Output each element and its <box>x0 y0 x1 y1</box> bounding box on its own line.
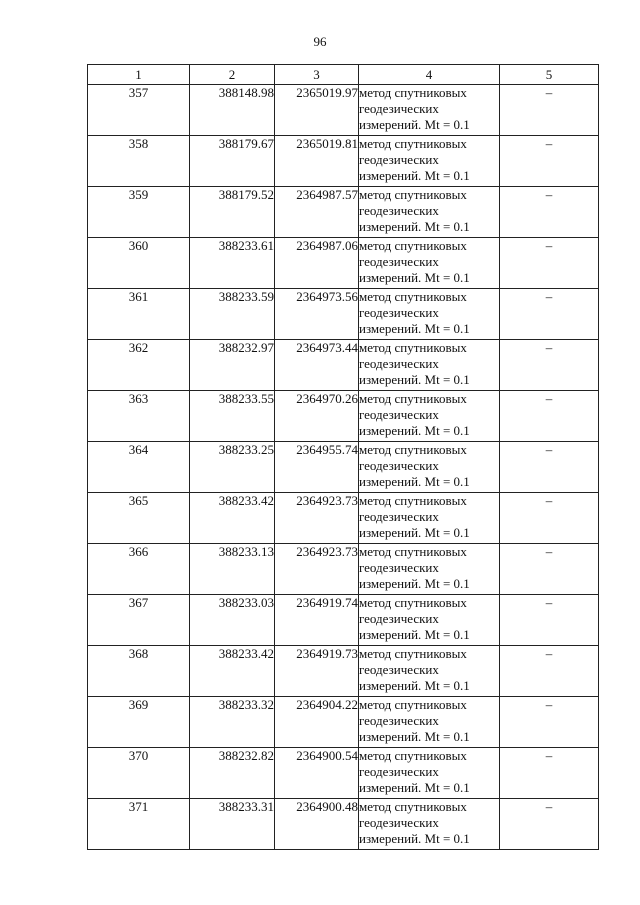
table-body <box>88 85 599 850</box>
table-row <box>88 748 599 799</box>
note-cell: – <box>500 340 599 391</box>
y-coordinate-cell: 2364900.54 <box>275 748 359 799</box>
method-text-line-1: метод спутниковых <box>359 85 467 100</box>
table-row <box>88 544 599 595</box>
method-text-line-2: геодезических <box>359 152 439 167</box>
method-text-line-2: геодезических <box>359 407 439 422</box>
y-coordinate-cell: 2364987.06 <box>275 238 359 289</box>
table-row <box>88 85 599 136</box>
method-text-line-1: метод спутниковых <box>359 136 467 151</box>
note-cell: – <box>500 595 599 646</box>
table-row <box>88 799 599 850</box>
y-coordinate-cell: 2364919.74 <box>275 595 359 646</box>
y-coordinate-cell: 2364904.22 <box>275 697 359 748</box>
method-text-line-3: измерений. Mt = 0.1 <box>359 372 470 387</box>
table-row <box>88 595 599 646</box>
note-cell: – <box>500 136 599 187</box>
x-coordinate-cell: 388179.67 <box>190 136 275 187</box>
method-cell <box>359 646 500 697</box>
x-coordinate-cell: 388233.55 <box>190 391 275 442</box>
method-text-line-1: метод спутниковых <box>359 238 467 253</box>
point-number-cell: 357 <box>88 85 190 136</box>
method-cell <box>359 238 500 289</box>
point-number-cell: 361 <box>88 289 190 340</box>
method-text-line-2: геодезических <box>359 713 439 728</box>
method-text-line-3: измерений. Mt = 0.1 <box>359 219 470 234</box>
table-row <box>88 136 599 187</box>
x-coordinate-cell: 388233.13 <box>190 544 275 595</box>
y-coordinate-cell: 2364923.73 <box>275 544 359 595</box>
header-col-1: 1 <box>88 65 190 85</box>
method-cell <box>359 187 500 238</box>
x-coordinate-cell: 388233.32 <box>190 697 275 748</box>
method-text-line-3: измерений. Mt = 0.1 <box>359 117 470 132</box>
note-cell: – <box>500 238 599 289</box>
method-text-line-3: измерений. Mt = 0.1 <box>359 576 470 591</box>
y-coordinate-cell: 2365019.81 <box>275 136 359 187</box>
page-number: 96 <box>313 34 327 49</box>
x-coordinate-cell: 388233.61 <box>190 238 275 289</box>
point-number-cell: 358 <box>88 136 190 187</box>
method-text-line-1: метод спутниковых <box>359 646 467 661</box>
method-text-line-2: геодезических <box>359 254 439 269</box>
method-text-line-3: измерений. Mt = 0.1 <box>359 423 470 438</box>
y-coordinate-cell: 2364919.73 <box>275 646 359 697</box>
note-cell: – <box>500 289 599 340</box>
header-col-5: 5 <box>500 65 599 85</box>
x-coordinate-cell: 388233.25 <box>190 442 275 493</box>
x-coordinate-cell: 388233.42 <box>190 646 275 697</box>
note-cell: – <box>500 748 599 799</box>
header-col-4: 4 <box>359 65 500 85</box>
method-text-line-1: метод спутниковых <box>359 799 467 814</box>
coordinates-table <box>87 64 599 850</box>
method-text-line-2: геодезических <box>359 764 439 779</box>
method-text-line-2: геодезических <box>359 611 439 626</box>
x-coordinate-cell: 388233.59 <box>190 289 275 340</box>
note-cell: – <box>500 697 599 748</box>
method-cell <box>359 442 500 493</box>
method-text-line-2: геодезических <box>359 458 439 473</box>
method-cell <box>359 391 500 442</box>
method-cell <box>359 595 500 646</box>
method-text-line-1: метод спутниковых <box>359 748 467 763</box>
method-text-line-1: метод спутниковых <box>359 289 467 304</box>
y-coordinate-cell: 2364955.74 <box>275 442 359 493</box>
y-coordinate-cell: 2364923.73 <box>275 493 359 544</box>
method-text-line-2: геодезических <box>359 560 439 575</box>
table-row <box>88 697 599 748</box>
x-coordinate-cell: 388233.31 <box>190 799 275 850</box>
method-text-line-1: метод спутниковых <box>359 442 467 457</box>
point-number-cell: 360 <box>88 238 190 289</box>
table-row <box>88 391 599 442</box>
method-cell <box>359 799 500 850</box>
point-number-cell: 369 <box>88 697 190 748</box>
note-cell: – <box>500 442 599 493</box>
method-text-line-2: геодезических <box>359 203 439 218</box>
table-row <box>88 646 599 697</box>
header-col-3: 3 <box>275 65 359 85</box>
method-cell <box>359 748 500 799</box>
y-coordinate-cell: 2364970.26 <box>275 391 359 442</box>
note-cell: – <box>500 187 599 238</box>
method-text-line-3: измерений. Mt = 0.1 <box>359 729 470 744</box>
note-cell: – <box>500 544 599 595</box>
method-text-line-1: метод спутниковых <box>359 340 467 355</box>
x-coordinate-cell: 388233.03 <box>190 595 275 646</box>
method-text-line-1: метод спутниковых <box>359 697 467 712</box>
method-text-line-2: геодезических <box>359 305 439 320</box>
x-coordinate-cell: 388233.42 <box>190 493 275 544</box>
header-row <box>88 65 599 85</box>
method-cell <box>359 340 500 391</box>
method-cell <box>359 493 500 544</box>
table-row <box>88 442 599 493</box>
table-row <box>88 187 599 238</box>
y-coordinate-cell: 2364900.48 <box>275 799 359 850</box>
note-cell: – <box>500 391 599 442</box>
note-cell: – <box>500 85 599 136</box>
x-coordinate-cell: 388148.98 <box>190 85 275 136</box>
point-number-cell: 368 <box>88 646 190 697</box>
point-number-cell: 362 <box>88 340 190 391</box>
method-text-line-3: измерений. Mt = 0.1 <box>359 270 470 285</box>
point-number-cell: 366 <box>88 544 190 595</box>
note-cell: – <box>500 493 599 544</box>
point-number-cell: 364 <box>88 442 190 493</box>
table-row <box>88 340 599 391</box>
point-number-cell: 371 <box>88 799 190 850</box>
y-coordinate-cell: 2364973.56 <box>275 289 359 340</box>
method-text-line-3: измерений. Mt = 0.1 <box>359 678 470 693</box>
note-cell: – <box>500 646 599 697</box>
method-text-line-3: измерений. Mt = 0.1 <box>359 168 470 183</box>
method-text-line-2: геодезических <box>359 356 439 371</box>
method-text-line-3: измерений. Mt = 0.1 <box>359 525 470 540</box>
table-row <box>88 289 599 340</box>
method-text-line-2: геодезических <box>359 101 439 116</box>
method-text-line-2: геодезических <box>359 662 439 677</box>
header-col-2: 2 <box>190 65 275 85</box>
method-text-line-2: геодезических <box>359 815 439 830</box>
method-text-line-3: измерений. Mt = 0.1 <box>359 831 470 846</box>
table-row <box>88 493 599 544</box>
table-header <box>88 65 599 85</box>
y-coordinate-cell: 2365019.97 <box>275 85 359 136</box>
method-text-line-2: геодезических <box>359 509 439 524</box>
method-text-line-1: метод спутниковых <box>359 391 467 406</box>
method-text-line-3: измерений. Mt = 0.1 <box>359 627 470 642</box>
method-text-line-1: метод спутниковых <box>359 544 467 559</box>
point-number-cell: 365 <box>88 493 190 544</box>
y-coordinate-cell: 2364987.57 <box>275 187 359 238</box>
method-cell <box>359 85 500 136</box>
method-text-line-3: измерений. Mt = 0.1 <box>359 321 470 336</box>
x-coordinate-cell: 388232.82 <box>190 748 275 799</box>
method-text-line-1: метод спутниковых <box>359 187 467 202</box>
method-cell <box>359 289 500 340</box>
point-number-cell: 367 <box>88 595 190 646</box>
method-cell <box>359 136 500 187</box>
table-row <box>88 238 599 289</box>
method-cell <box>359 697 500 748</box>
method-text-line-3: измерений. Mt = 0.1 <box>359 780 470 795</box>
point-number-cell: 363 <box>88 391 190 442</box>
method-text-line-1: метод спутниковых <box>359 493 467 508</box>
method-text-line-1: метод спутниковых <box>359 595 467 610</box>
y-coordinate-cell: 2364973.44 <box>275 340 359 391</box>
point-number-cell: 370 <box>88 748 190 799</box>
point-number-cell: 359 <box>88 187 190 238</box>
note-cell: – <box>500 799 599 850</box>
method-cell <box>359 544 500 595</box>
method-text-line-3: измерений. Mt = 0.1 <box>359 474 470 489</box>
x-coordinate-cell: 388179.52 <box>190 187 275 238</box>
x-coordinate-cell: 388232.97 <box>190 340 275 391</box>
